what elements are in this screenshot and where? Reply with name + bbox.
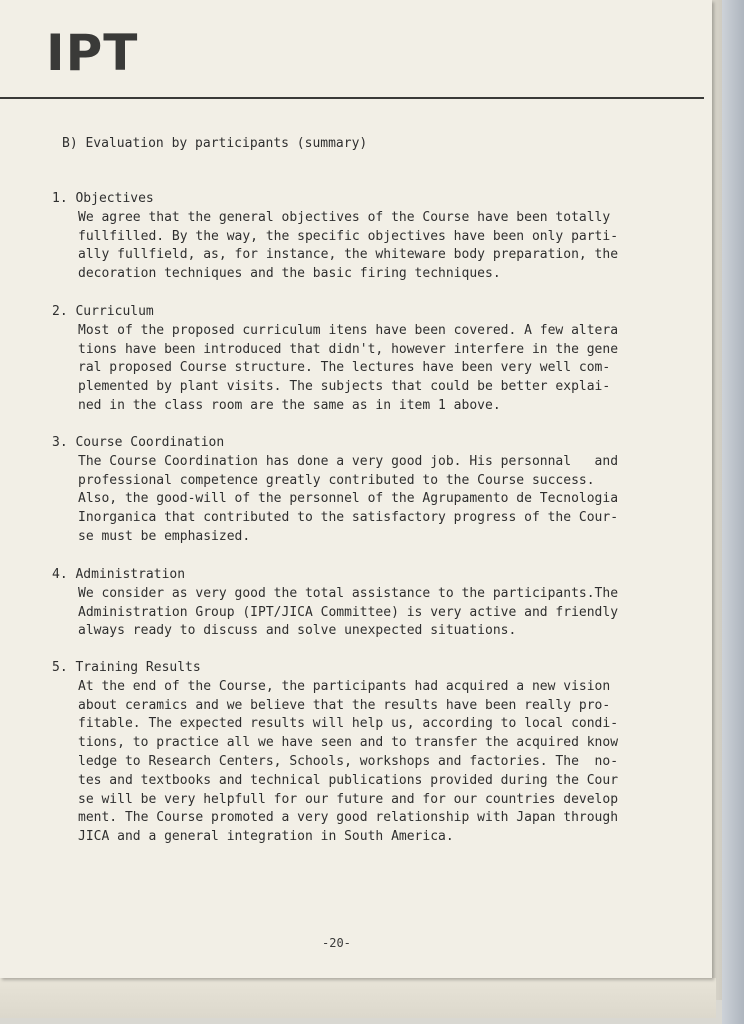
item-body (52, 678, 632, 847)
item-body (52, 322, 632, 416)
item-line: The Course Coordination has done a very good job. His personnal and (78, 453, 619, 469)
item-line: ral proposed Course structure. The lectures have been very well com- (78, 360, 611, 376)
item-line: fitable. The expected results will help us, according to local condi- (78, 716, 619, 732)
item-line: At the end of the Course, the participants had acquired a new vision (78, 678, 611, 694)
item-line: ment. The Course promoted a very good relationship with Japan through (78, 810, 619, 826)
section-heading: B) Evaluation by participants (summary) (62, 136, 368, 151)
item-line: Also, the good-will of the personnel of the Agrupamento de Tecnologia (78, 491, 619, 507)
item-body (52, 585, 632, 641)
item-title: 5. Training Results (52, 660, 201, 675)
item-body (52, 453, 632, 547)
item-line: Most of the proposed curriculum itens have been covered. A few altera (78, 322, 619, 338)
item-line: professional competence greatly contributed to the Course success. (78, 472, 595, 488)
item-line: We consider as very good the total assistance to the participants.The (78, 585, 619, 601)
item-line: always ready to discuss and solve unexpected situations. (78, 623, 517, 639)
item-line: decoration techniques and the basic firing techniques. (78, 266, 501, 282)
item-objectives (52, 190, 632, 284)
item-line: tions have been introduced that didn't, however interfere in the gene (78, 341, 619, 357)
item-training-results (52, 659, 632, 847)
item-curriculum (52, 303, 632, 416)
item-line: Inorganica that contributed to the satisfactory progress of the Cour- (78, 510, 619, 526)
item-line: tes and textbooks and technical publications provided during the Cour (78, 772, 619, 788)
page-number: -20- (322, 936, 351, 950)
ipt-logo: IPT (46, 24, 139, 82)
page-bottom-edge (0, 978, 716, 1018)
item-line: fullfilled. By the way, the specific objectives have been only parti- (78, 228, 619, 244)
item-line: ned in the class room are the same as in item 1 above. (78, 397, 501, 413)
item-line: JICA and a general integration in South America. (78, 829, 454, 845)
item-line: Administration Group (IPT/JICA Committee) is very active and friendly (78, 604, 619, 620)
item-line: ally fullfield, as, for instance, the whiteware body preparation, the (78, 247, 619, 263)
background-strip (722, 0, 744, 1024)
item-line: ledge to Research Centers, Schools, workshops and factories. The no- (78, 753, 619, 769)
item-line: tions, to practice all we have seen and to transfer the acquired know (78, 735, 619, 751)
item-body (52, 209, 632, 284)
item-line: se must be emphasized. (78, 528, 251, 544)
item-administration (52, 566, 632, 641)
item-line: We agree that the general objectives of the Course have been totally (78, 209, 611, 225)
item-line: se will be very helpfull for our future and for our countries develop (78, 791, 619, 807)
item-title: 1. Objectives (52, 191, 154, 206)
item-title: 4. Administration (52, 567, 186, 582)
item-title: 2. Curriculum (52, 304, 154, 319)
item-line: about ceramics and we believe that the results have been really pro- (78, 697, 611, 713)
item-title: 3. Course Coordination (52, 435, 225, 450)
item-line: plemented by plant visits. The subjects that could be better explai- (78, 379, 611, 395)
header-rule (0, 97, 704, 99)
item-course-coordination (52, 434, 632, 547)
